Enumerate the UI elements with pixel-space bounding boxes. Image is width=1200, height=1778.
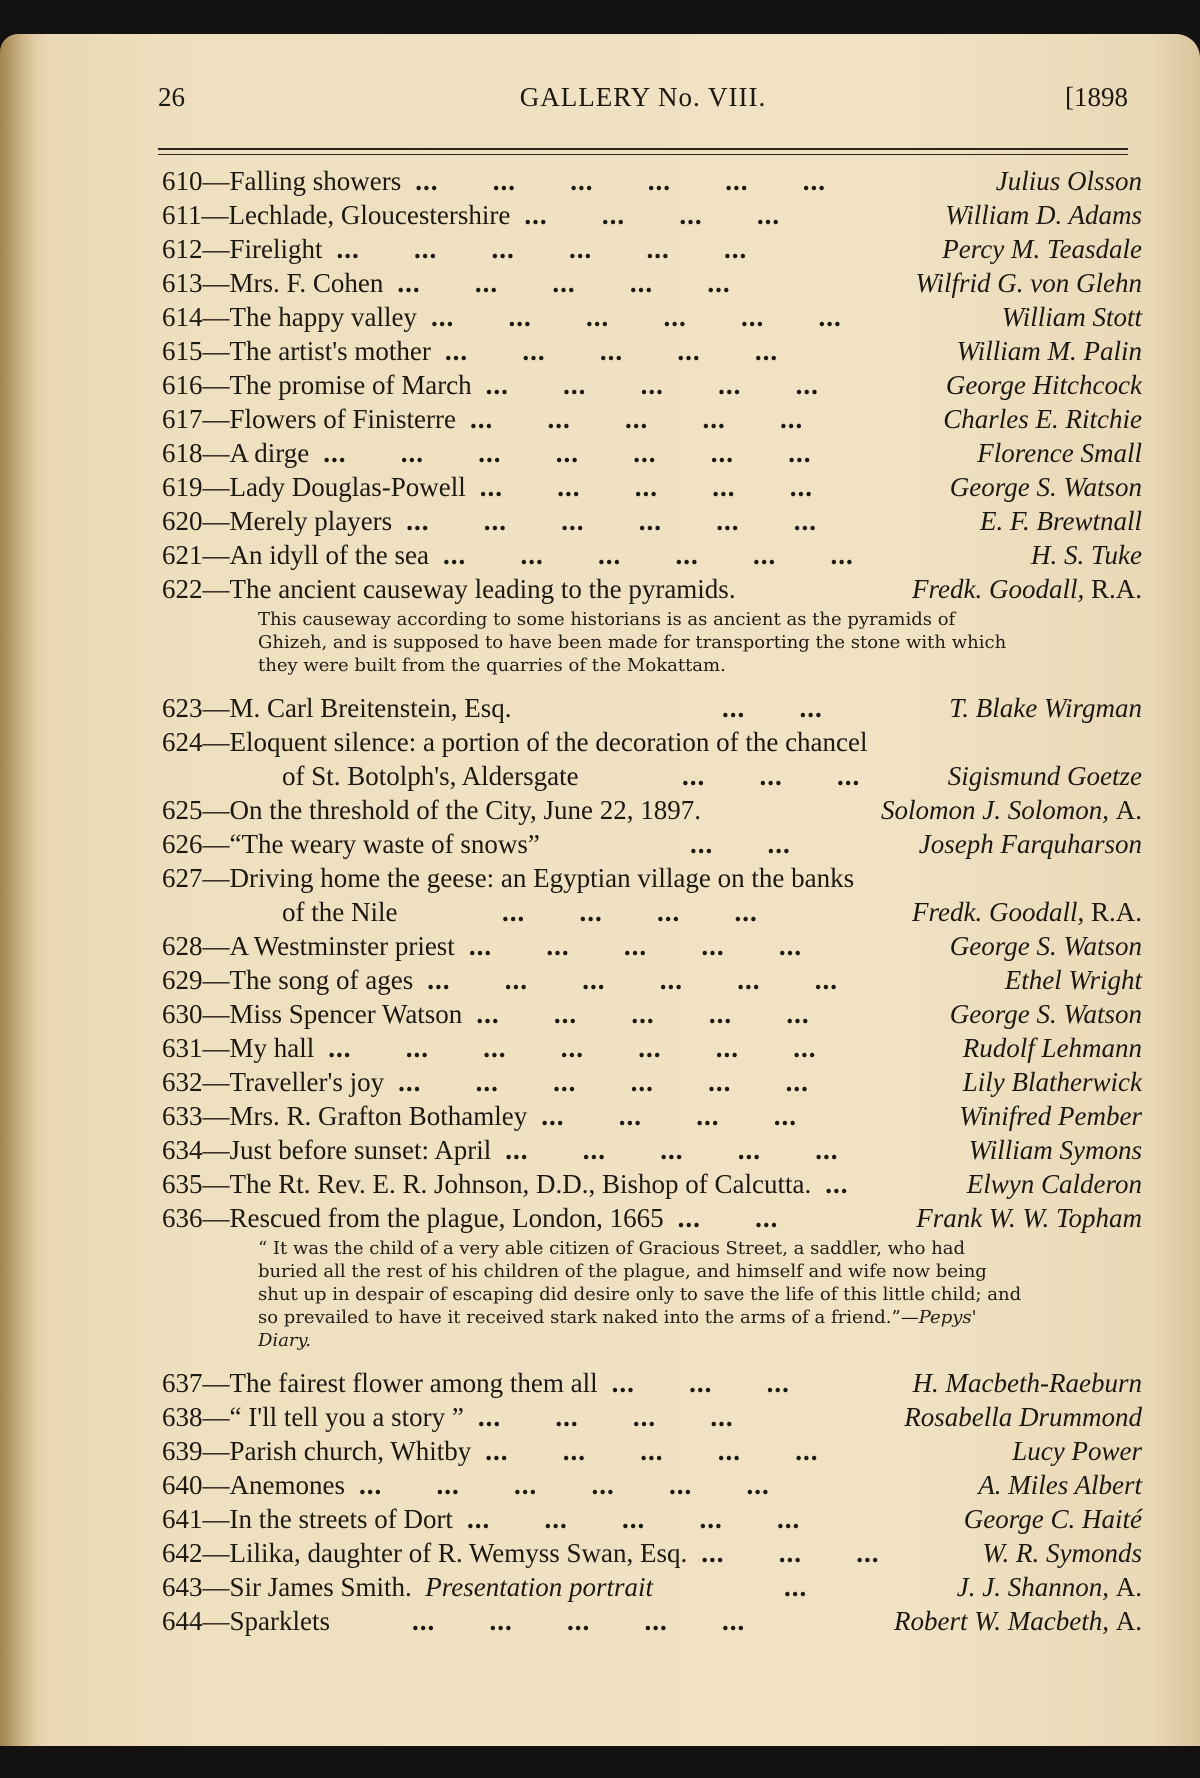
leader-dots: ... ... ... ...: [541, 1101, 797, 1131]
entry-artist: William D. Adams: [945, 200, 1142, 230]
entry-title: 644—Sparklets: [162, 1606, 330, 1636]
catalogue-entry: [162, 198, 1142, 232]
entry-artist: Winifred Pember: [959, 1101, 1142, 1131]
entry-artist: J. J. Shannon, A.: [956, 1572, 1142, 1602]
entry-title: 630—Miss Spencer Watson: [162, 999, 463, 1029]
leader-dots: ... ... ... ... ... ... ...: [328, 1033, 817, 1063]
entry-title: 632—Traveller's joy: [162, 1067, 385, 1097]
entry-artist: W. R. Symonds: [982, 1538, 1142, 1568]
leader-dots: ... ... ... ...: [502, 897, 758, 927]
leader-dots: ... ... ... ... ... ...: [442, 540, 854, 570]
entry-title: 626—“The weary waste of snows”: [162, 829, 540, 859]
entry-title-continued: of St. Botolph's, Aldersgate: [282, 761, 579, 791]
catalogue-entry: [162, 1468, 1142, 1502]
leader-dots: ... ... ... ... ... ...: [398, 1067, 809, 1097]
catalogue-entry: [162, 1366, 1142, 1400]
leader-dots: ... ... ... ...: [524, 200, 781, 230]
catalogue-entry: [162, 300, 1142, 334]
catalogue-entry: [162, 1536, 1142, 1570]
entry-artist: George S. Watson: [949, 472, 1142, 502]
catalogue-entry: [162, 1099, 1142, 1133]
entry-title: 635—The Rt. Rev. E. R. Johnson, D.D., Bishop of Calcutta.: [162, 1169, 812, 1199]
leader-dots: ... ... ...: [682, 761, 861, 791]
catalogue-entry: [162, 997, 1142, 1031]
leader-dots: ... ... ... ... ... ...: [406, 506, 817, 536]
entry-artist: H. Macbeth-Raeburn: [912, 1368, 1142, 1398]
entry-artist: Fredk. Goodall, R.A.: [912, 574, 1142, 604]
catalogue-entry: [162, 470, 1142, 504]
entry-title: 623—M. Carl Breitenstein, Esq.: [162, 693, 512, 723]
entry-artist: Lucy Power: [1012, 1436, 1142, 1466]
entry-artist: George S. Watson: [949, 999, 1142, 1029]
entry-artist: Frank W. W. Topham: [916, 1203, 1142, 1233]
leader-dots: ... ... ...: [701, 1538, 880, 1568]
leader-dots: ... ... ...: [611, 1368, 790, 1398]
entry-title: 634—Just before sunset: April: [162, 1135, 492, 1165]
catalogue-entry-624: [162, 725, 1142, 759]
entry-title: 631—My hall: [162, 1033, 315, 1063]
entry-title: 629—The song of ages: [162, 965, 414, 995]
catalogue-entry-623: [162, 691, 1142, 725]
catalogue-entry: [162, 1065, 1142, 1099]
catalogue-entry: [162, 963, 1142, 997]
catalogue-entry: [162, 929, 1142, 963]
catalogue-list: [162, 164, 1142, 1638]
leader-dots: ... ... ... ... ...: [469, 404, 804, 434]
entry-title: 621—An idyll of the sea: [162, 540, 429, 570]
entry-title: 611—Lechlade, Gloucestershire: [162, 200, 511, 230]
header-rule: [158, 148, 1128, 150]
entry-artist: Rudolf Lehmann: [962, 1033, 1142, 1063]
leader-dots: ... ... ... ... ...: [466, 1504, 801, 1534]
entry-note-622: This causeway according to some historians is as ancient as the pyramids of Ghizeh, and is supposed to have been made for transporting the stone with which they were built from the quarries of the Mokattam.: [258, 609, 1007, 676]
leader-dots: ... ... ... ... ...: [412, 1606, 746, 1636]
entry-artist: Julius Olsson: [995, 166, 1142, 196]
leader-dots: ...: [825, 1169, 849, 1199]
gallery-heading: GALLERY No. VIII.: [519, 82, 767, 112]
catalogue-entry: [162, 334, 1142, 368]
entry-artist: George C. Haité: [963, 1504, 1142, 1534]
entry-title: 627—Driving home the geese: an Egyptian village on the banks: [162, 863, 855, 893]
leader-dots: ... ... ... ... ...: [505, 1135, 839, 1165]
entry-artist: Sigismund Goetze: [947, 761, 1142, 791]
leader-dots: ...: [784, 1572, 808, 1602]
entry-artist: Fredk. Goodall, R.A.: [912, 897, 1142, 927]
page-number: 26: [158, 82, 185, 112]
leader-dots: ... ... ... ... ... ... ...: [323, 438, 812, 468]
leader-dots: ... ...: [690, 829, 791, 859]
leader-dots: ... ... ... ...: [477, 1402, 734, 1432]
entry-artist: George Hitchcock: [945, 370, 1142, 400]
entry-title: 610—Falling showers: [162, 166, 402, 196]
entry-artist: Florence Small: [977, 438, 1142, 468]
entry-artist: Lily Blatherwick: [962, 1067, 1142, 1097]
catalogue-entry: [162, 1400, 1142, 1434]
entry-title: 638—“ I'll tell you a story ”: [162, 1402, 464, 1432]
page-header: [158, 80, 1128, 120]
leader-dots: ... ... ... ... ... ...: [336, 234, 748, 264]
entry-title: 642—Lilika, daughter of R. Wemyss Swan, Esq.: [162, 1538, 688, 1568]
entry-title: 613—Mrs. F. Cohen: [162, 268, 384, 298]
leader-dots: ... ... ... ... ... ...: [427, 965, 838, 995]
entry-title: 616—The promise of March: [162, 370, 472, 400]
catalogue-entry: [162, 368, 1142, 402]
entry-title: 612—Firelight: [162, 234, 323, 264]
header-rule-thin: [158, 154, 1128, 155]
entry-title: 625—On the threshold of the City, June 22, 1897.: [162, 795, 701, 825]
catalogue-entry: [162, 504, 1142, 538]
entry-title: 633—Mrs. R. Grafton Bothamley: [162, 1101, 528, 1131]
entry-artist: Elwyn Calderon: [966, 1169, 1142, 1199]
catalogue-entry: [162, 538, 1142, 572]
entry-artist: Ethel Wright: [1004, 965, 1142, 995]
leader-dots: ... ... ... ... ... ...: [430, 302, 842, 332]
leader-dots: ... ...: [677, 1203, 779, 1233]
entry-title: 643—Sir James Smith. Presentation portrait: [162, 1572, 654, 1602]
catalogue-entry: [162, 1201, 1142, 1235]
catalogue-entry: [162, 1031, 1142, 1065]
leader-dots: ... ... ... ... ...: [485, 1436, 819, 1466]
entry-artist: A. Miles Albert: [978, 1470, 1142, 1500]
catalogue-entry: [162, 402, 1142, 436]
leader-dots: ... ... ... ... ... ...: [415, 166, 826, 196]
catalogue-entry-625: [162, 793, 1142, 827]
entry-artist: E. F. Brewtnall: [980, 506, 1142, 536]
entry-title: 637—The fairest flower among them all: [162, 1368, 598, 1398]
catalogue-entry-643: [162, 1570, 1142, 1604]
entry-title: 618—A dirge: [162, 438, 310, 468]
catalogue-entry-627: [162, 861, 1142, 895]
entry-title: 620—Merely players: [162, 506, 393, 536]
entry-artist: Percy M. Teasdale: [942, 234, 1142, 264]
catalogue-entry-644: [162, 1604, 1142, 1638]
entry-title: 615—The artist's mother: [162, 336, 431, 366]
entry-title: 624—Eloquent silence: a portion of the decoration of the chancel: [162, 727, 868, 757]
entry-artist: William Stott: [1001, 302, 1142, 332]
catalogue-entry: [162, 1502, 1142, 1536]
leader-dots: ... ... ... ... ... ...: [358, 1470, 770, 1500]
leader-dots: ... ... ... ... ...: [479, 472, 813, 502]
entry-artist: Wilfrid G. von Glehn: [915, 268, 1142, 298]
catalogue-entry-627-cont: [162, 895, 1142, 929]
entry-note-636: “ It was the child of a very able citizen of Gracious Street, a saddler, who had buried all the rest of his children of the plague, and himself and wife now being shut up in despair of escaping did desire only to save the life of this little child; and so prevailed to have it received stark naked into the arms of a friend.”—Pepys' Diary.: [258, 1238, 1022, 1351]
leader-dots: ... ... ... ... ...: [485, 370, 819, 400]
leader-dots: ... ... ... ... ...: [468, 931, 803, 961]
leader-dots: ... ... ... ... ...: [397, 268, 731, 298]
catalogue-page: [0, 34, 1200, 1746]
catalogue-entry: [162, 1133, 1142, 1167]
entry-title: 614—The happy valley: [162, 302, 417, 332]
entry-artist: William Symons: [968, 1135, 1142, 1165]
catalogue-entry-622: [162, 572, 1142, 606]
entry-title: 617—Flowers of Finisterre: [162, 404, 456, 434]
leader-dots: ... ... ... ... ...: [476, 999, 810, 1029]
entry-artist: Robert W. Macbeth, A.: [894, 1606, 1142, 1636]
entry-title: 641—In the streets of Dort: [162, 1504, 453, 1534]
catalogue-entry: [162, 232, 1142, 266]
entry-artist: T. Blake Wirgman: [949, 693, 1142, 723]
catalogue-entry: [162, 1434, 1142, 1468]
catalogue-entry: [162, 1167, 1142, 1201]
catalogue-entry: [162, 164, 1142, 198]
catalogue-entry-624-cont: [162, 759, 1142, 793]
entry-title-continued: of the Nile: [282, 897, 398, 927]
catalogue-entry: [162, 266, 1142, 300]
entry-title: 619—Lady Douglas-Powell: [162, 472, 466, 502]
entry-title: 622—The ancient causeway leading to the pyramids.: [162, 574, 736, 604]
entry-artist: Joseph Farquharson: [918, 829, 1142, 859]
entry-artist: Charles E. Ritchie: [943, 404, 1142, 434]
catalogue-entry-626: [162, 827, 1142, 861]
entry-title: 640—Anemones: [162, 1470, 345, 1500]
entry-title: 636—Rescued from the plague, London, 1665: [162, 1203, 664, 1233]
entry-artist: William M. Palin: [956, 336, 1142, 366]
entry-artist: H. S. Tuke: [1031, 540, 1142, 570]
leader-dots: ... ...: [722, 693, 823, 723]
entry-artist: Solomon J. Solomon, A.: [881, 795, 1142, 825]
entry-artist: Rosabella Drummond: [904, 1402, 1142, 1432]
entry-title: 628—A Westminster priest: [162, 931, 455, 961]
entry-title: 639—Parish church, Whitby: [162, 1436, 472, 1466]
catalogue-entry: [162, 436, 1142, 470]
year-label: [1898: [1065, 82, 1128, 112]
entry-artist: George S. Watson: [949, 931, 1142, 961]
leader-dots: ... ... ... ... ...: [444, 336, 779, 366]
